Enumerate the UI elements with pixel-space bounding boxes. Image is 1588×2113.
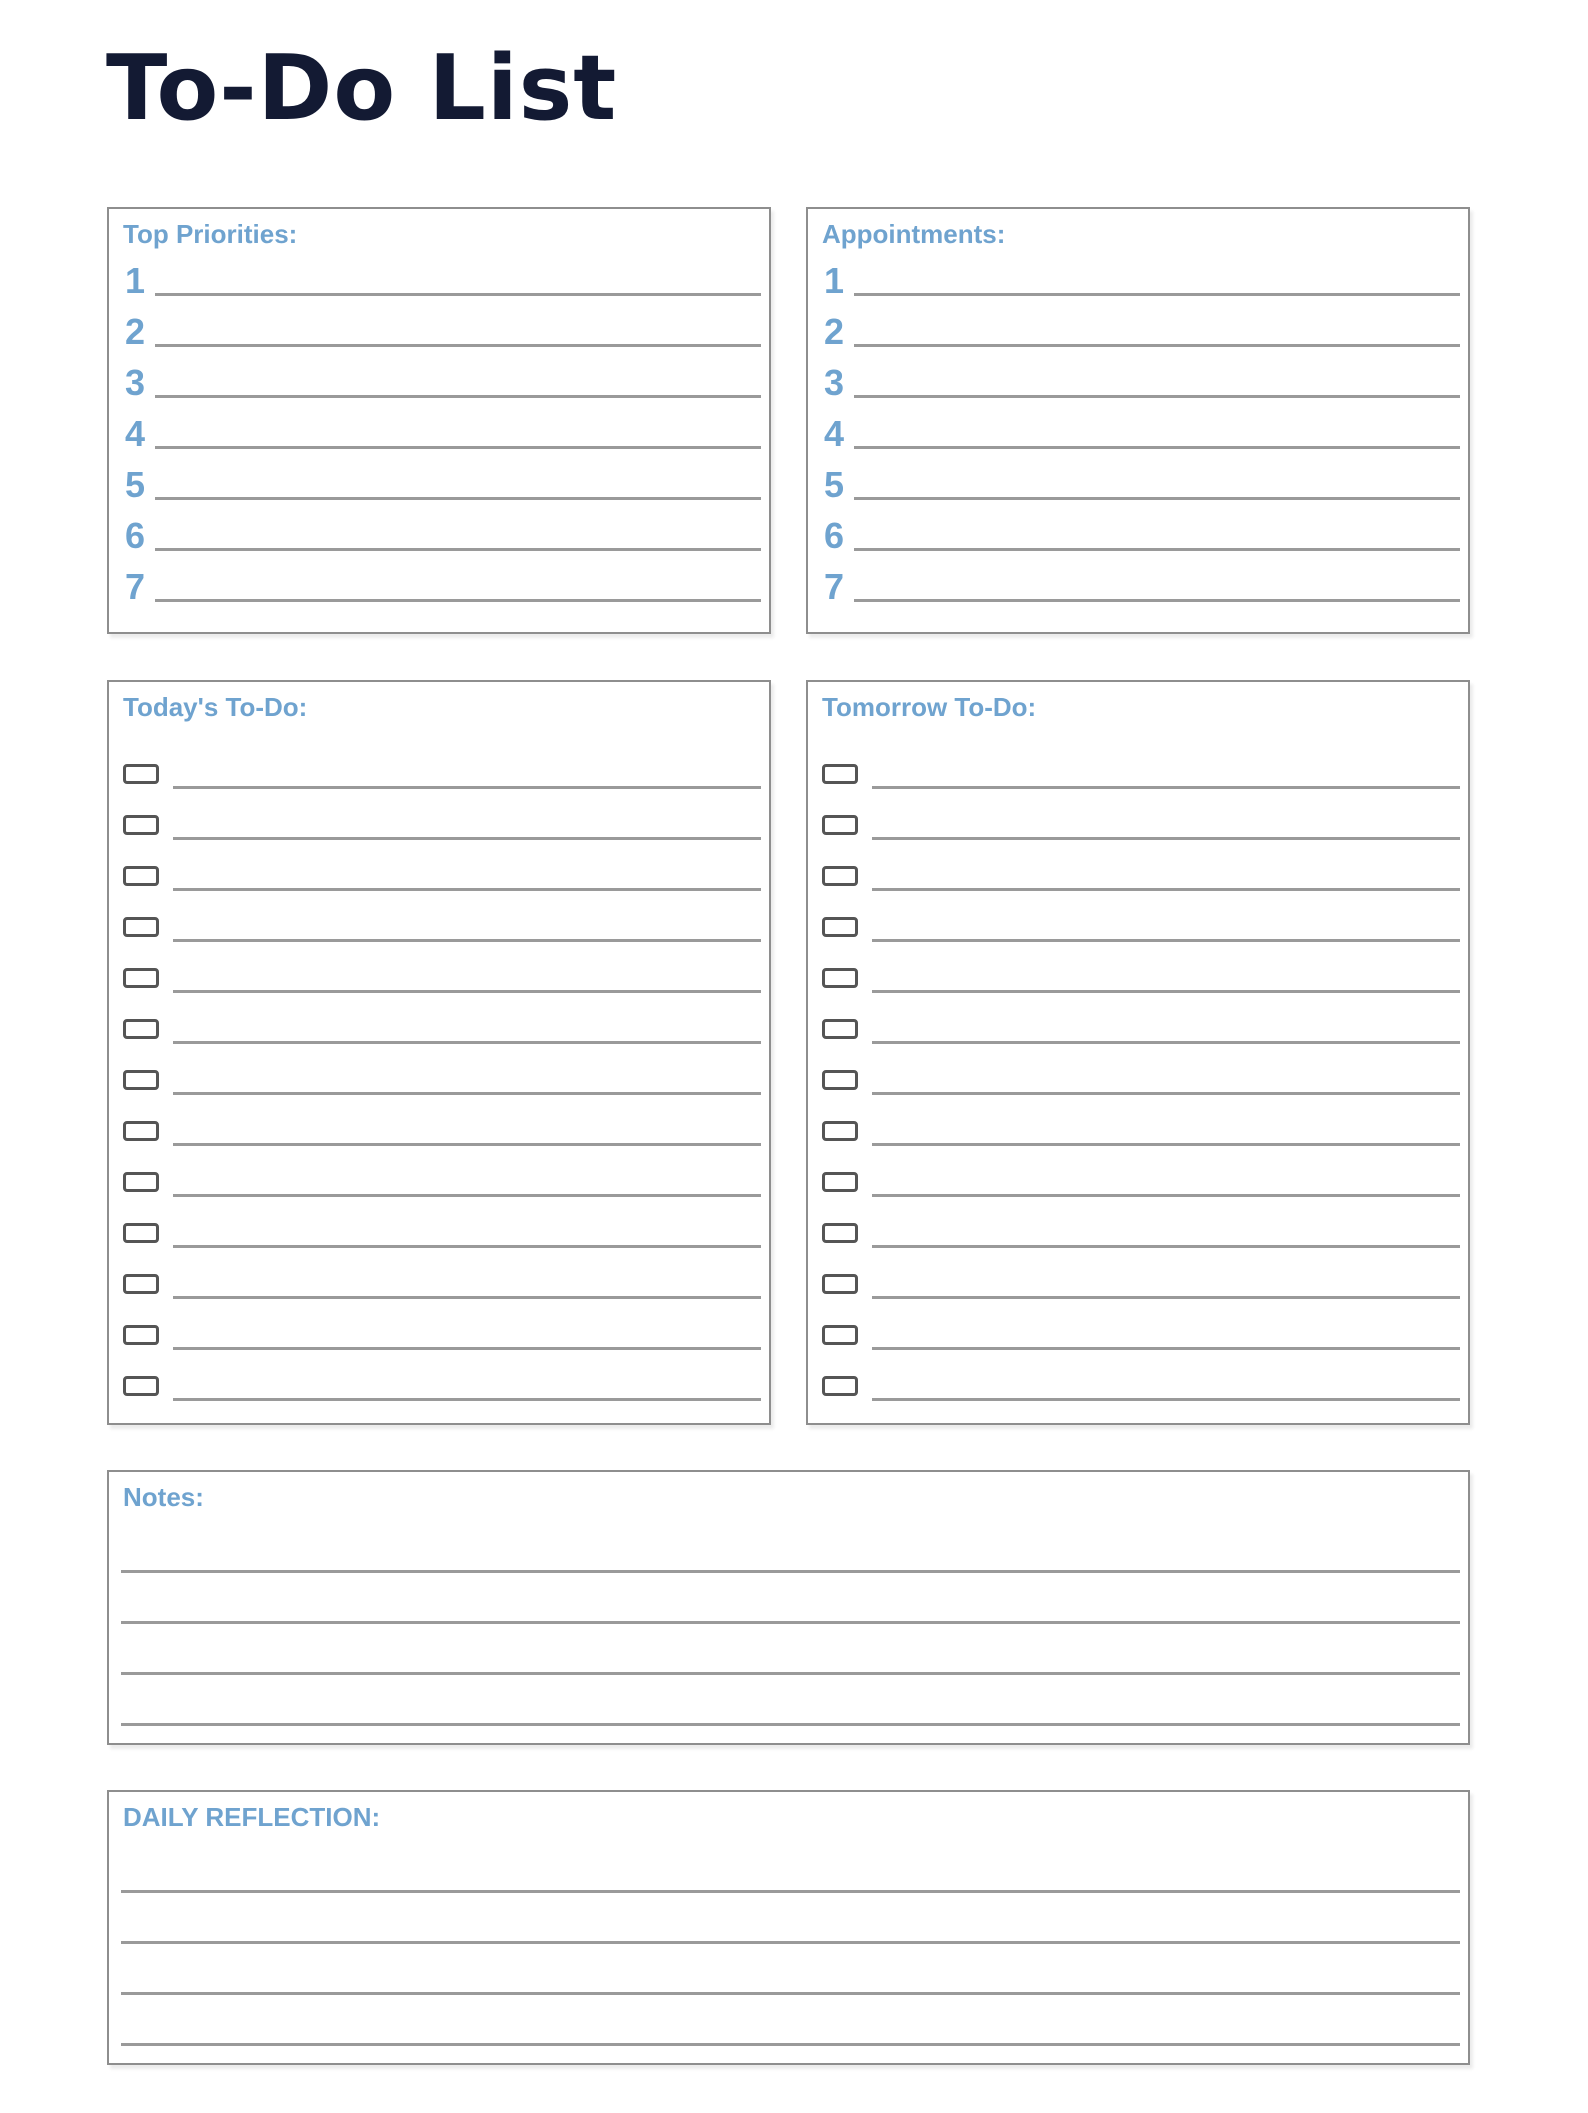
todays-todo-entry-line[interactable] [173,888,761,891]
todays-todo-checkbox[interactable] [123,1019,159,1039]
tomorrow-todo-entry-line[interactable] [872,1296,1460,1299]
tomorrow-todo-checkbox[interactable] [822,1070,858,1090]
tomorrow-todo-checkbox[interactable] [822,866,858,886]
todays-todo-checkbox[interactable] [123,1172,159,1192]
tomorrow-todo-checkbox[interactable] [822,1172,858,1192]
tomorrow-todo-entry-line[interactable] [872,1092,1460,1095]
tomorrow-todo-entry-line[interactable] [872,1245,1460,1248]
todays-todo-entry-line[interactable] [173,1296,761,1299]
daily-reflection-label: DAILY REFLECTION: [123,1802,381,1832]
todays-todo-checkbox[interactable] [123,1325,159,1345]
top-priorities-number: 7 [125,566,146,607]
appointments-number: 3 [824,362,845,403]
tomorrow-todo-checkbox[interactable] [822,968,858,988]
tomorrow-todo-entry-line[interactable] [872,786,1460,789]
notes-entry-line[interactable] [121,1723,1460,1726]
top-priorities-number: 4 [125,413,146,454]
top-priorities-number: 1 [125,260,146,301]
daily-reflection-entry-line[interactable] [121,1941,1460,1944]
appointments-number: 2 [824,311,845,352]
todays-todo-checkbox[interactable] [123,764,159,784]
notes-entry-line[interactable] [121,1621,1460,1624]
appointments-entry-line[interactable] [854,293,1460,296]
appointments-entry-line[interactable] [854,599,1460,602]
appointments-number: 4 [824,413,845,454]
top-priorities-entry-line[interactable] [155,293,761,296]
appointments-number: 5 [824,464,845,505]
tomorrow-todo-checkbox[interactable] [822,1274,858,1294]
top-priorities-entry-line[interactable] [155,497,761,500]
page-title: To-Do List [106,36,618,141]
todays-todo-label: Today's To-Do: [123,692,308,722]
tomorrow-todo-entry-line[interactable] [872,1041,1460,1044]
tomorrow-todo-checkbox[interactable] [822,764,858,784]
top-priorities-number: 2 [125,311,146,352]
todays-todo-checkbox[interactable] [123,1223,159,1243]
tomorrow-todo-entry-line[interactable] [872,1194,1460,1197]
todays-todo-checkbox[interactable] [123,1274,159,1294]
tomorrow-todo-entry-line[interactable] [872,1398,1460,1401]
top-priorities-entry-line[interactable] [155,548,761,551]
daily-reflection-entry-line[interactable] [121,2043,1460,2046]
tomorrow-todo-entry-line[interactable] [872,1347,1460,1350]
tomorrow-todo-checkbox[interactable] [822,1019,858,1039]
tomorrow-todo-checkbox[interactable] [822,815,858,835]
todays-todo-entry-line[interactable] [173,837,761,840]
notes-label: Notes: [123,1482,204,1512]
appointments-number: 7 [824,566,845,607]
daily-reflection-entry-line[interactable] [121,1992,1460,1995]
appointments-number: 6 [824,515,845,556]
top-priorities-number: 6 [125,515,146,556]
appointments-entry-line[interactable] [854,548,1460,551]
todays-todo-checkbox[interactable] [123,917,159,937]
tomorrow-todo-entry-line[interactable] [872,939,1460,942]
todays-todo-entry-line[interactable] [173,939,761,942]
tomorrow-todo-checkbox[interactable] [822,917,858,937]
todays-todo-entry-line[interactable] [173,1143,761,1146]
top-priorities-number: 5 [125,464,146,505]
tomorrow-todo-entry-line[interactable] [872,837,1460,840]
notes-entry-line[interactable] [121,1672,1460,1675]
todays-todo-entry-line[interactable] [173,1347,761,1350]
todays-todo-checkbox[interactable] [123,968,159,988]
tomorrow-todo-checkbox[interactable] [822,1376,858,1396]
tomorrow-todo-entry-line[interactable] [872,1143,1460,1146]
top-priorities-box [107,207,771,634]
todays-todo-entry-line[interactable] [173,1092,761,1095]
top-priorities-label: Top Priorities: [123,219,298,249]
notes-entry-line[interactable] [121,1570,1460,1573]
top-priorities-entry-line[interactable] [155,344,761,347]
todays-todo-entry-line[interactable] [173,1398,761,1401]
todays-todo-entry-line[interactable] [173,1245,761,1248]
top-priorities-entry-line[interactable] [155,395,761,398]
tomorrow-todo-box [806,680,1470,1425]
todays-todo-checkbox[interactable] [123,1376,159,1396]
appointments-entry-line[interactable] [854,497,1460,500]
tomorrow-todo-checkbox[interactable] [822,1325,858,1345]
tomorrow-todo-entry-line[interactable] [872,888,1460,891]
todays-todo-entry-line[interactable] [173,786,761,789]
todays-todo-entry-line[interactable] [173,1194,761,1197]
appointments-entry-line[interactable] [854,446,1460,449]
todays-todo-entry-line[interactable] [173,990,761,993]
todays-todo-box [107,680,771,1425]
appointments-entry-line[interactable] [854,395,1460,398]
top-priorities-number: 3 [125,362,146,403]
tomorrow-todo-checkbox[interactable] [822,1223,858,1243]
todays-todo-checkbox[interactable] [123,815,159,835]
tomorrow-todo-label: Tomorrow To-Do: [822,692,1037,722]
todays-todo-checkbox[interactable] [123,1121,159,1141]
notes-box [107,1470,1470,1745]
tomorrow-todo-checkbox[interactable] [822,1121,858,1141]
appointments-label: Appointments: [822,219,1006,249]
appointments-entry-line[interactable] [854,344,1460,347]
tomorrow-todo-entry-line[interactable] [872,990,1460,993]
daily-reflection-entry-line[interactable] [121,1890,1460,1893]
todays-todo-entry-line[interactable] [173,1041,761,1044]
top-priorities-entry-line[interactable] [155,599,761,602]
todays-todo-checkbox[interactable] [123,866,159,886]
appointments-number: 1 [824,260,845,301]
daily-reflection-box [107,1790,1470,2065]
todays-todo-checkbox[interactable] [123,1070,159,1090]
top-priorities-entry-line[interactable] [155,446,761,449]
appointments-box [806,207,1470,634]
